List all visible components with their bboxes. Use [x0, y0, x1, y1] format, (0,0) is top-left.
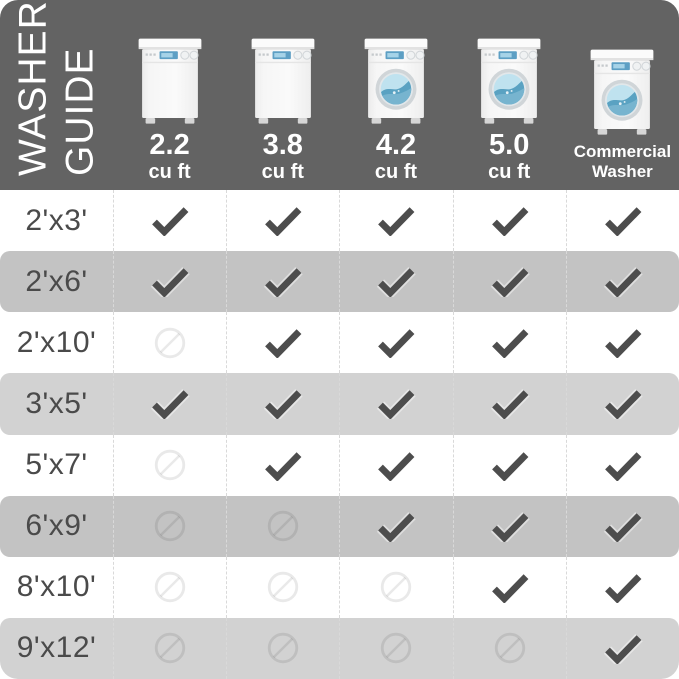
check-icon	[489, 266, 531, 297]
compatibility-cell	[113, 496, 226, 557]
check-icon	[262, 327, 304, 358]
washer-column-header	[113, 0, 226, 190]
compatibility-cell	[339, 557, 452, 618]
prohibited-icon	[264, 568, 302, 606]
compatibility-cell	[566, 312, 679, 373]
table-row	[0, 435, 679, 496]
prohibited-icon	[151, 446, 189, 484]
check-icon	[375, 266, 417, 297]
compatibility-cell	[226, 251, 339, 312]
check-icon	[489, 511, 531, 542]
compatibility-cell	[226, 190, 339, 251]
compatibility-cell	[566, 618, 679, 679]
check-icon	[489, 572, 531, 603]
check-icon	[149, 266, 191, 297]
capacity-label	[262, 131, 304, 183]
compatibility-cell	[226, 557, 339, 618]
compatibility-cell	[339, 435, 452, 496]
table-row	[0, 373, 679, 434]
page-title	[0, 0, 113, 190]
capacity-size: 2.2	[149, 129, 190, 162]
rug-size-label: 2'x10'	[16, 325, 97, 359]
rug-size-label: 6'x9'	[25, 509, 88, 543]
check-icon	[149, 388, 191, 419]
compatibility-cell	[453, 373, 566, 434]
top-load-washer-icon	[136, 35, 204, 126]
check-icon	[489, 327, 531, 358]
top-load-washer-icon	[249, 35, 317, 126]
capacity-label	[375, 131, 417, 183]
capacity-label	[488, 131, 530, 183]
check-icon	[489, 450, 531, 481]
capacity-size: 3.8	[262, 129, 303, 162]
compatibility-cell	[566, 190, 679, 251]
table-row	[0, 190, 679, 251]
check-icon	[149, 205, 191, 236]
compatibility-cell	[453, 496, 566, 557]
rug-size-label: 2'x3'	[25, 203, 88, 237]
prohibited-icon	[151, 629, 189, 667]
check-icon	[602, 388, 644, 419]
check-icon	[375, 511, 417, 542]
compatibility-cell	[113, 190, 226, 251]
check-icon	[602, 450, 644, 481]
compatibility-cell	[339, 312, 452, 373]
compatibility-cell	[113, 373, 226, 434]
compatibility-cell	[226, 435, 339, 496]
capacity-label	[148, 131, 190, 183]
compatibility-cell	[566, 435, 679, 496]
prohibited-icon	[264, 629, 302, 667]
check-icon	[375, 327, 417, 358]
rug-size-label: 3'x5'	[25, 386, 88, 420]
front-load-washer-icon	[588, 46, 656, 137]
compatibility-cell	[453, 190, 566, 251]
check-icon	[489, 388, 531, 419]
title-cell	[0, 0, 113, 190]
capacity-unit: cu ft	[488, 160, 531, 183]
washer-column-header	[453, 0, 566, 190]
compatibility-cell	[113, 557, 226, 618]
compatibility-cell	[453, 557, 566, 618]
capacity-size: Commercial	[573, 141, 672, 161]
check-icon	[602, 511, 644, 542]
front-load-washer-icon	[475, 35, 543, 126]
compatibility-cell	[226, 618, 339, 679]
capacity-unit: Washer	[591, 162, 653, 182]
compatibility-cell	[453, 251, 566, 312]
table-row	[0, 496, 679, 557]
compatibility-cell	[339, 618, 452, 679]
prohibited-icon	[377, 568, 415, 606]
rug-size-label: 2'x6'	[25, 264, 88, 298]
compatibility-cell	[453, 435, 566, 496]
page-title-line2: GUIDE	[57, 47, 101, 176]
compatibility-cell	[339, 190, 452, 251]
capacity-unit: cu ft	[374, 160, 418, 183]
compatibility-cell	[566, 251, 679, 312]
check-icon	[489, 205, 531, 236]
check-icon	[602, 572, 644, 603]
washer-column-header	[339, 0, 452, 190]
prohibited-icon	[264, 507, 302, 545]
rug-size-label: 8'x10'	[16, 570, 97, 604]
capacity-unit: cu ft	[148, 160, 191, 183]
check-icon	[375, 388, 417, 419]
rug-size-label: 9'x12'	[16, 631, 97, 665]
compatibility-cell	[339, 373, 452, 434]
compatibility-cell	[339, 496, 452, 557]
rug-size-label: 5'x7'	[25, 448, 88, 482]
check-icon	[375, 450, 417, 481]
prohibited-icon	[491, 629, 529, 667]
compatibility-table	[0, 190, 679, 679]
compatibility-cell	[566, 557, 679, 618]
prohibited-icon	[151, 568, 189, 606]
check-icon	[262, 205, 304, 236]
front-load-washer-icon	[362, 35, 430, 126]
compatibility-cell	[113, 251, 226, 312]
washer-column-header	[566, 0, 679, 190]
compatibility-cell	[226, 373, 339, 434]
check-icon	[262, 266, 304, 297]
table-row	[0, 557, 679, 618]
compatibility-cell	[113, 435, 226, 496]
compatibility-cell	[226, 312, 339, 373]
table-row	[0, 618, 679, 679]
check-icon	[262, 388, 304, 419]
capacity-unit: cu ft	[261, 160, 304, 183]
compatibility-cell	[339, 251, 452, 312]
compatibility-cell	[566, 373, 679, 434]
capacity-size: 5.0	[489, 129, 530, 162]
check-icon	[375, 205, 417, 236]
compatibility-cell	[113, 312, 226, 373]
prohibited-icon	[151, 324, 189, 362]
compatibility-cell	[453, 618, 566, 679]
compatibility-cell	[226, 496, 339, 557]
check-icon	[602, 327, 644, 358]
compatibility-cell	[566, 496, 679, 557]
capacity-label	[574, 142, 671, 183]
table-row	[0, 251, 679, 312]
page-title-line1: WASHER	[11, 0, 55, 176]
check-icon	[262, 450, 304, 481]
check-icon	[602, 205, 644, 236]
washer-column-header	[226, 0, 339, 190]
compatibility-cell	[113, 618, 226, 679]
check-icon	[602, 266, 644, 297]
compatibility-cell	[453, 312, 566, 373]
table-row	[0, 312, 679, 373]
check-icon	[602, 633, 644, 664]
prohibited-icon	[151, 507, 189, 545]
header	[0, 0, 679, 190]
prohibited-icon	[377, 629, 415, 667]
capacity-size: 4.2	[375, 129, 417, 162]
